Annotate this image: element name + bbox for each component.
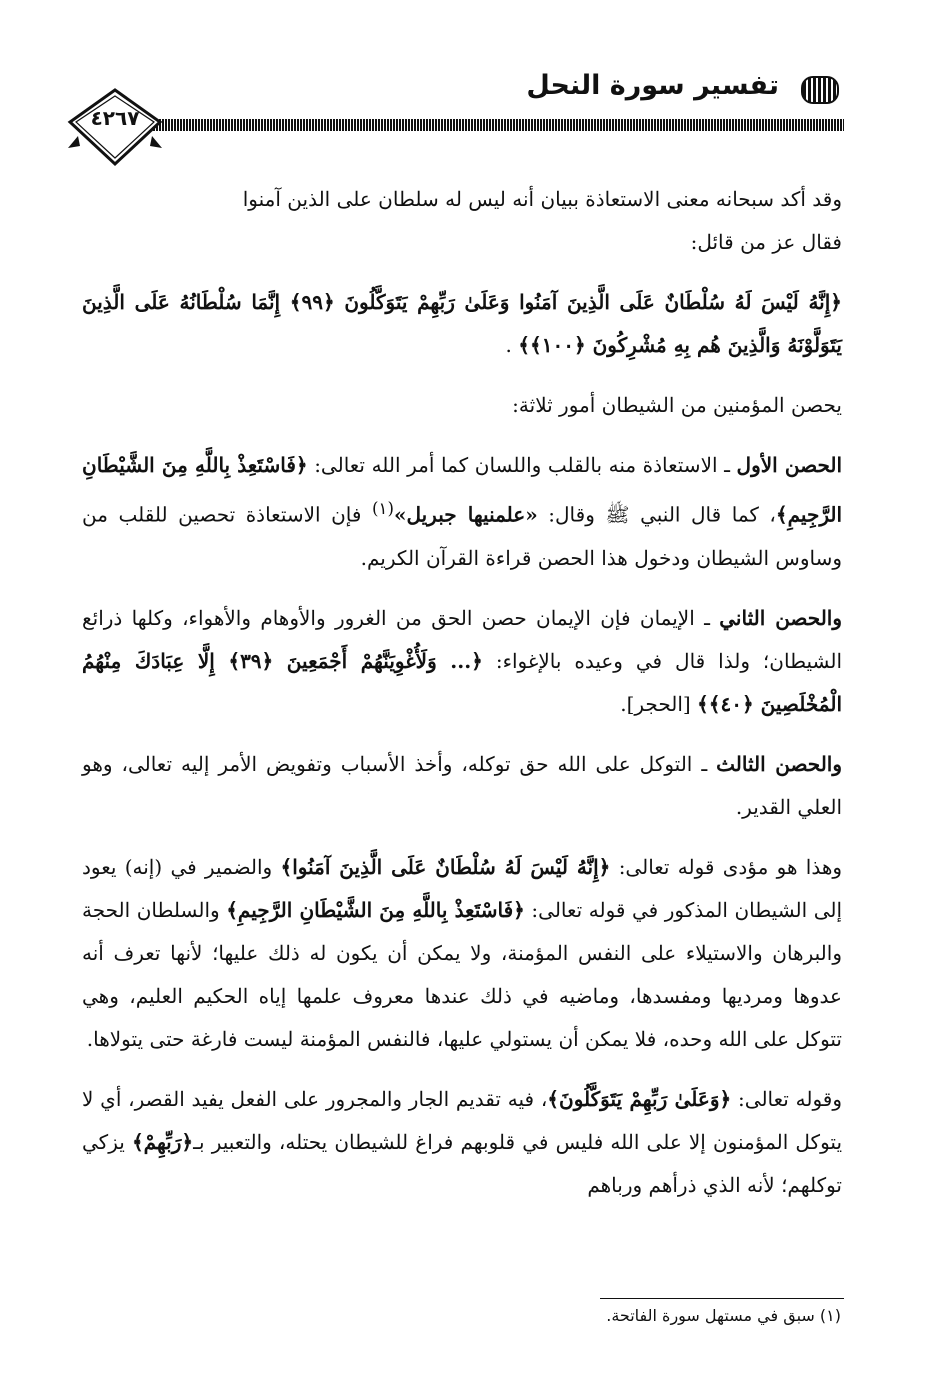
text: والضمير في (إنه) يعود إلى الشيطان المذكور في قوله تعالى:	[82, 854, 843, 922]
quran-verse: ﴿فَاسْتَعِذْ بِاللَّهِ مِنَ الشَّيْطَانِ الرَّجِيمِ﴾	[82, 453, 843, 527]
text: ـ الإيمان فإن الإيمان حصن الحق من الغرور والأوهام والأهواء، وكلها ذرائع الشيطان؛ ولذا قال في وعيده بالإغواء:	[82, 605, 843, 673]
paragraph-5	[82, 597, 842, 726]
footnote-separator	[600, 1298, 844, 1299]
paragraph-8	[82, 1078, 842, 1207]
paragraph-4	[82, 444, 842, 580]
text: ، فيه تقديم الجار والمجرور على الفعل يفيد القصر، أي لا يتوكل المؤمنون إلا على الله فليس في قلوبهم فراغ للشيطان يحتله، والتعبير بـ	[82, 1086, 843, 1154]
text: والسلطان الحجة والبرهان والاستيلاء على النفس المؤمنة، ولا يمكن أن يكون له ذلك عليها؛ لأنها تعرف أنه عدوها ومرديها ومفسدها، وماضيه في ذلك عندها معروف علمها إياه الحكيم العليم، وهي تتوكل على الله وحده، فلا يمكن أن يستولي عليها، فالنفس المؤمنة ليست فارغة حتى يتولاها.	[82, 897, 842, 1051]
text: .	[505, 333, 512, 357]
footnote: (١) سبق في مستهل سورة الفاتحة.	[606, 1306, 841, 1325]
header-ornament-icon	[801, 76, 839, 104]
header-rule	[150, 119, 844, 131]
page-title: تفسير سورة النحل	[526, 70, 779, 101]
paragraph-6	[82, 743, 842, 829]
footnote-ref: (١)	[372, 499, 394, 518]
text: فقال عز من قائل:	[690, 230, 842, 254]
text: وهذا هو مؤدى قوله تعالى:	[618, 854, 843, 879]
page-header	[0, 0, 929, 175]
quran-verse: ﴿رَبِّهِمْ﴾	[131, 1129, 194, 1154]
section-term: والحصن الثاني	[719, 605, 842, 630]
paragraph-7	[82, 846, 842, 1061]
text: ـ الاستعاذة منه بالقلب واللسان كما أمر الله تعالى:	[314, 453, 730, 477]
hadith-quote: «علمنيها جبريل»	[393, 502, 538, 527]
text: يزكي توكلهم؛ لأنه الذي ذرأهم ورباهم	[82, 1129, 842, 1197]
page-body	[82, 178, 842, 1224]
quran-verse: ﴿فَاسْتَعِذْ بِاللَّهِ مِنَ الشَّيْطَانِ الرَّجِيمِ﴾	[226, 897, 525, 922]
text: ـ التوكل على الله حق توكله، وأخذ الأسباب وتفويض الأمر إليه تعالى، وهو العلي القدير.	[82, 751, 842, 819]
paragraph-3	[82, 384, 842, 427]
text: فإن الاستعاذة تحصين للقلب من وساوس الشيطان ودخول هذا الحصن قراءة القرآن الكريم.	[82, 502, 842, 570]
quran-verse: ﴿... وَلَأُغْوِيَنَّهُمْ أَجْمَعِينَ ﴿٣٩﴾ إِلَّا عِبَادَكَ مِنْهُمُ الْمُخْلَصِينَ ﴿٤٠﴾﴾	[82, 648, 842, 716]
quran-verse: ﴿وَعَلَىٰ رَبِّهِمْ يَتَوَكَّلُونَ﴾	[547, 1086, 732, 1111]
text: وقوله تعالى:	[738, 1086, 842, 1111]
quran-verse: ﴿إِنَّهُ لَيْسَ لَهُ سُلْطَانٌ عَلَى الَّذِينَ آمَنُوا وَعَلَىٰ رَبِّهِمْ يَتَوَكَّلُونَ ﴿٩٩﴾ إِنَّمَا سُلْطَانُهُ عَلَى الَّذِينَ يَتَوَلَّوْنَهُ وَالَّذِينَ هُم بِهِ مُشْرِكُونَ ﴿١٠٠﴾﴾	[82, 290, 843, 357]
paragraph-2	[82, 281, 842, 367]
section-term: الحصن الأول	[736, 453, 843, 477]
text: يحصن المؤمنين من الشيطان أمور ثلاثة:	[512, 393, 842, 417]
section-term: والحصن الثالث	[716, 751, 843, 776]
quran-verse: ﴿إِنَّهُ لَيْسَ لَهُ سُلْطَانٌ عَلَى الَّذِينَ آمَنُوا﴾	[280, 854, 611, 879]
page-number: ٤٢٦٧	[90, 106, 140, 130]
text: ، كما قال النبي ﷺ وقال:	[548, 502, 776, 527]
paragraph-1	[82, 178, 842, 264]
text: [الحجر].	[620, 691, 691, 716]
text: وقد أكد سبحانه معنى الاستعاذة ببيان أنه ليس له سلطان على الذين آمنوا	[242, 187, 842, 211]
